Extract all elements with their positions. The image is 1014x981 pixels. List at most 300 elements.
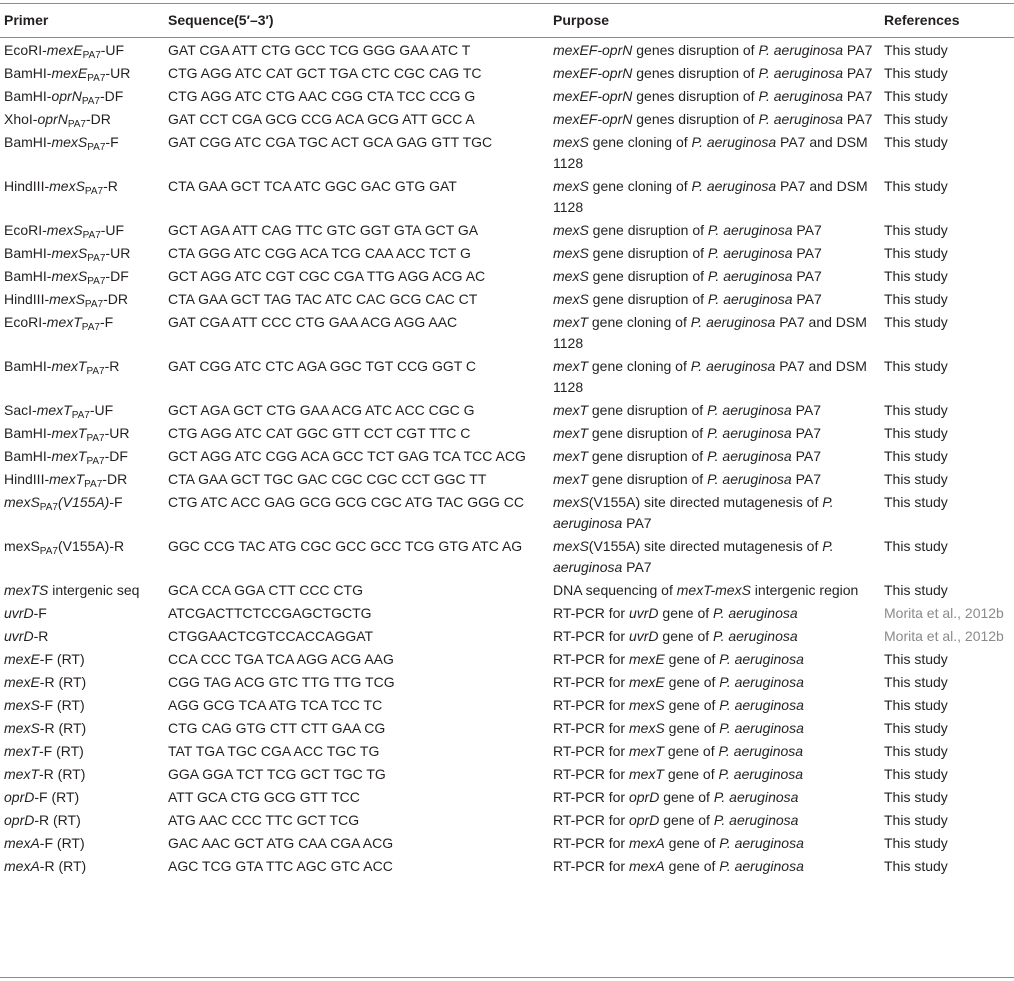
header-primer: Primer	[4, 12, 49, 28]
text-segment: PA7	[81, 96, 100, 107]
reference-cell: This study	[884, 494, 948, 510]
text-segment: -R (RT)	[39, 720, 87, 736]
text-segment: gene cloning of	[588, 178, 692, 194]
text-segment: mexE	[4, 651, 40, 667]
sequence-cell: ATT GCA CTG GCG GTT TCC	[168, 789, 360, 805]
text-segment: BamHI-	[4, 65, 52, 81]
purpose-cell	[549, 740, 880, 763]
text-segment: RT-PCR for	[553, 766, 629, 782]
header-references: References	[884, 12, 960, 28]
text-segment: BamHI-	[4, 425, 52, 441]
text-segment: DNA sequencing of	[553, 582, 677, 598]
text-segment: gene of	[664, 858, 720, 874]
table-row	[0, 399, 1014, 422]
text-segment: PA7	[791, 402, 821, 418]
text-segment: oprN	[51, 88, 82, 104]
table-row	[0, 108, 1014, 131]
text-segment: -R (RT)	[39, 674, 87, 690]
text-segment: gene cloning of	[588, 314, 691, 330]
text-segment: genes disruption of	[632, 65, 759, 81]
purpose-cell	[549, 763, 880, 786]
table-row	[0, 445, 1014, 468]
text-segment: gene disruption of	[588, 471, 708, 487]
text-segment: mexS	[51, 245, 88, 261]
text-segment: RT-PCR for	[553, 674, 629, 690]
purpose-cell	[549, 37, 880, 62]
sequence-cell: GGC CCG TAC ATG CGC GCC GCC TCG GTG ATC AG	[168, 538, 523, 554]
text-segment: P. aeruginosa	[758, 65, 844, 81]
text-segment: P. aeruginosa	[718, 766, 804, 782]
text-segment: PA7	[84, 299, 104, 310]
text-segment: PA7 and DSM 1128	[553, 314, 867, 351]
header-purpose: Purpose	[553, 12, 610, 28]
sequence-cell: CTG AGG ATC CAT GGC GTT CCT CGT TTC C	[168, 425, 471, 441]
text-segment: P. aeruginosa	[707, 222, 793, 238]
text-segment: -R	[104, 358, 120, 374]
primer-cell	[0, 37, 164, 62]
text-segment: mexE	[4, 674, 40, 690]
primer-cell	[0, 242, 164, 265]
text-segment: mexT	[628, 743, 664, 759]
purpose-cell	[549, 175, 880, 219]
text-segment: PA7	[622, 515, 652, 531]
text-segment: RT-PCR for	[553, 720, 629, 736]
purpose-cell	[549, 648, 880, 671]
reference-cell: This study	[884, 858, 948, 874]
text-segment: mexT	[51, 448, 87, 464]
reference-cell: This study	[884, 789, 948, 805]
sequence-cell: CTGGAACTCGTCCACCAGGAT	[168, 628, 374, 644]
text-segment: PA7	[87, 73, 106, 84]
text-segment: PA7	[622, 559, 652, 575]
reference-cell: This study	[884, 651, 948, 667]
text-segment: mexS	[553, 178, 589, 194]
text-segment: mexT	[553, 448, 588, 464]
text-segment: P. aeruginosa	[719, 674, 804, 690]
primer-cell	[0, 445, 164, 468]
text-segment: mexT	[553, 402, 588, 418]
text-segment: mexS	[49, 291, 85, 307]
primer-cell	[0, 763, 164, 786]
text-segment: PA7	[86, 366, 105, 377]
text-segment: PA7	[843, 88, 873, 104]
sequence-cell: CTA GAA GCT TGC GAC CGC CGC CCT GGC TT	[168, 471, 487, 487]
text-segment: -DR	[103, 291, 128, 307]
table-row	[0, 242, 1014, 265]
text-segment: gene of	[664, 835, 720, 851]
text-segment: mexT	[46, 314, 82, 330]
text-segment: P. aeruginosa	[718, 743, 804, 759]
table-row	[0, 311, 1014, 355]
text-segment: P. aeruginosa	[719, 720, 804, 736]
primer-cell	[0, 219, 164, 242]
text-segment: -F	[109, 494, 123, 510]
text-segment: mexT-mexS	[676, 582, 751, 598]
reference-cell: This study	[884, 314, 948, 330]
text-segment: gene of	[658, 628, 714, 644]
sequence-cell: AGC TCG GTA TTC AGC GTC ACC	[168, 858, 393, 874]
text-segment: mexE	[628, 651, 665, 667]
text-segment: PA7	[71, 410, 90, 421]
bottom-rule	[0, 977, 1014, 978]
purpose-cell	[549, 399, 880, 422]
purpose-cell	[549, 108, 880, 131]
primer-cell	[0, 579, 164, 602]
text-segment: PA7	[81, 322, 100, 333]
text-segment: -UR	[105, 65, 131, 81]
text-segment: PA7	[792, 268, 822, 284]
text-segment: mexTS	[4, 582, 49, 598]
purpose-cell	[549, 717, 880, 740]
reference-cell: This study	[884, 448, 948, 464]
primer-cell	[0, 855, 164, 878]
primer-cell	[0, 422, 164, 445]
text-segment: mexS	[51, 134, 88, 150]
sequence-cell: GGA GGA TCT TCG GCT TGC TG	[168, 766, 386, 782]
sequence-cell: CTG AGG ATC CTG AAC CGG CTA TCC CCG G	[168, 88, 476, 104]
table-body	[0, 37, 1014, 878]
text-segment: mexE	[51, 65, 88, 81]
primer-cell	[0, 311, 164, 355]
text-segment: BamHI-	[4, 448, 52, 464]
sequence-cell: GAT CCT CGA GCG CCG ACA GCG ATT GCC A	[168, 111, 475, 127]
text-segment: PA7	[792, 222, 822, 238]
text-segment: mexS	[553, 134, 589, 150]
text-segment: HindIII-	[4, 178, 50, 194]
text-segment: uvrD	[628, 605, 659, 621]
text-segment: P. aeruginosa	[713, 812, 799, 828]
text-segment: oprN	[37, 111, 68, 127]
text-segment: genes disruption of	[632, 42, 759, 58]
text-segment: PA7	[39, 502, 58, 513]
header-row	[0, 4, 1014, 37]
text-segment: P. aeruginosa	[719, 858, 804, 874]
text-segment: gene of	[659, 789, 714, 805]
table-row	[0, 62, 1014, 85]
reference-cell: This study	[884, 835, 948, 851]
purpose-cell	[549, 855, 880, 878]
text-segment: P. aeruginosa	[758, 88, 844, 104]
text-segment: (V155A) site directed mutagenesis of	[588, 494, 823, 510]
text-segment: -F (RT)	[39, 697, 85, 713]
text-segment: gene cloning of	[588, 134, 692, 150]
text-segment: mexA	[628, 835, 665, 851]
purpose-cell	[549, 422, 880, 445]
primer-cell	[0, 399, 164, 422]
purpose-cell	[549, 62, 880, 85]
primer-cell	[0, 602, 164, 625]
text-segment: gene disruption of	[588, 291, 708, 307]
purpose-cell	[549, 242, 880, 265]
text-segment: SacI-	[4, 402, 37, 418]
text-segment: mexT	[4, 743, 39, 759]
sequence-cell: CTG CAG GTG CTT CTT GAA CG	[168, 720, 386, 736]
purpose-cell	[549, 786, 880, 809]
sequence-cell: GAT CGG ATC CTC AGA GGC TGT CCG GGT C	[168, 358, 477, 374]
sequence-cell: CGG TAG ACG GTC TTG TTG TCG	[168, 674, 395, 690]
text-segment: -F (RT)	[39, 743, 84, 759]
table-row	[0, 786, 1014, 809]
text-segment: EcoRI-	[4, 314, 47, 330]
text-segment: RT-PCR for	[553, 697, 629, 713]
text-segment: BamHI-	[4, 134, 52, 150]
table-header	[0, 4, 1014, 37]
text-segment: P. aeruginosa	[713, 605, 798, 621]
text-segment: -F	[99, 314, 114, 330]
primer-cell	[0, 62, 164, 85]
text-segment: mexS	[4, 494, 40, 510]
text-segment: mexEF-oprN	[553, 65, 633, 81]
purpose-cell	[549, 625, 880, 648]
table-row	[0, 131, 1014, 175]
primer-cell	[0, 625, 164, 648]
primer-cell	[0, 131, 164, 175]
text-segment: mexT	[4, 766, 39, 782]
reference-link[interactable]: Morita et al., 2012b	[884, 605, 1004, 621]
reference-cell: This study	[884, 291, 948, 307]
reference-cell: This study	[884, 743, 948, 759]
text-segment: mexT	[36, 402, 72, 418]
text-segment: mexT	[51, 358, 87, 374]
text-segment: -R (RT)	[39, 858, 87, 874]
reference-cell: This study	[884, 812, 948, 828]
text-segment: mexE	[46, 42, 83, 58]
reference-cell: This study	[884, 358, 948, 374]
text-segment: gene disruption of	[588, 245, 708, 261]
sequence-cell: CTA GGG ATC CGG ACA TCG CAA ACC TCT G	[168, 245, 471, 261]
reference-cell: This study	[884, 268, 948, 284]
reference-cell: This study	[884, 674, 948, 690]
text-segment: PA7	[82, 230, 101, 241]
text-segment: (V155A) site directed mutagenesis of	[588, 538, 823, 554]
sequence-cell: GCT AGA ATT CAG TTC GTC GGT GTA GCT GA	[168, 222, 479, 238]
text-segment: mexT	[49, 471, 85, 487]
primer-cell	[0, 491, 164, 535]
text-segment: P. aeruginosa	[690, 358, 776, 374]
sequence-cell: CCA CCC TGA TCA AGG ACG AAG	[168, 651, 394, 667]
text-segment: mexE	[628, 674, 665, 690]
text-segment: RT-PCR for	[553, 743, 629, 759]
text-segment: P. aeruginosa	[719, 835, 804, 851]
table-row	[0, 219, 1014, 242]
text-segment: RT-PCR for	[553, 835, 629, 851]
text-segment: PA7	[39, 546, 58, 557]
text-segment: gene disruption of	[588, 222, 708, 238]
text-segment: -F (RT)	[39, 835, 85, 851]
text-segment: uvrD	[628, 628, 659, 644]
table-row	[0, 175, 1014, 219]
text-segment: PA7	[67, 119, 86, 130]
text-segment: -R (RT)	[34, 812, 81, 828]
primer-cell	[0, 671, 164, 694]
table-row	[0, 809, 1014, 832]
text-segment: -R	[33, 628, 49, 644]
text-segment: PA7 and DSM 1128	[553, 358, 867, 395]
table-row	[0, 265, 1014, 288]
purpose-cell	[549, 832, 880, 855]
text-segment: PA7	[82, 50, 101, 61]
sequence-cell: CTA GAA GCT TAG TAC ATC CAC GCG CAC CT	[168, 291, 478, 307]
sequence-cell: ATG AAC CCC TTC GCT TCG	[168, 812, 360, 828]
text-segment: -UF	[100, 42, 125, 58]
text-segment: XhoI-	[4, 111, 38, 127]
reference-cell: This study	[884, 65, 948, 81]
text-segment: mexT	[553, 425, 588, 441]
text-segment: PA7	[792, 245, 822, 261]
text-segment: P. aeruginosa	[707, 471, 792, 487]
text-segment: gene of	[658, 605, 714, 621]
text-segment: PA7	[87, 253, 106, 264]
text-segment: PA7	[87, 142, 106, 153]
primer-cell	[0, 108, 164, 131]
text-segment: RT-PCR for	[553, 789, 629, 805]
text-segment: mexS	[4, 538, 40, 554]
text-segment: P. aeruginosa	[691, 134, 777, 150]
reference-cell: This study	[884, 697, 948, 713]
text-segment: P. aeruginosa	[758, 111, 844, 127]
purpose-cell	[549, 602, 880, 625]
text-segment: PA7	[843, 42, 873, 58]
sequence-cell: GCT AGA GCT CTG GAA ACG ATC ACC CGC G	[168, 402, 475, 418]
text-segment: mexS	[51, 268, 88, 284]
text-segment: mexS	[628, 697, 665, 713]
text-segment: mexT	[553, 471, 588, 487]
sequence-cell: GAT CGA ATT CTG GCC TCG GGG GAA ATC T	[168, 42, 471, 58]
table-row	[0, 355, 1014, 399]
sequence-cell: GCT AGG ATC CGT CGC CGA TTG AGG ACG AC	[168, 268, 486, 284]
text-segment: -R	[103, 178, 118, 194]
table-row	[0, 763, 1014, 786]
text-segment: genes disruption of	[632, 88, 759, 104]
primer-table	[0, 4, 1014, 878]
table-row	[0, 491, 1014, 535]
text-segment: mexS	[553, 494, 589, 510]
table-row	[0, 625, 1014, 648]
purpose-cell	[549, 491, 880, 535]
sequence-cell: GAT CGA ATT CCC CTG GAA ACG AGG AAC	[168, 314, 458, 330]
text-segment: RT-PCR for	[553, 605, 629, 621]
reference-cell: This study	[884, 222, 948, 238]
text-segment: mexS	[49, 178, 85, 194]
primer-cell	[0, 85, 164, 108]
sequence-cell: GAT CGG ATC CGA TGC ACT GCA GAG GTT TGC	[168, 134, 493, 150]
table-row	[0, 855, 1014, 878]
text-segment: mexS	[553, 268, 589, 284]
sequence-cell: CTG AGG ATC CAT GCT TGA CTC CGC CAG TC	[168, 65, 482, 81]
primer-cell	[0, 175, 164, 219]
table-row	[0, 832, 1014, 855]
text-segment: gene disruption of	[588, 402, 708, 418]
text-segment: mexS	[553, 291, 589, 307]
table-row	[0, 468, 1014, 491]
text-segment: P. aeruginosa	[707, 245, 793, 261]
text-segment: -DF	[105, 268, 129, 284]
text-segment: RT-PCR for	[553, 628, 629, 644]
table-row	[0, 422, 1014, 445]
text-segment: mexEF-oprN	[553, 111, 633, 127]
purpose-cell	[549, 579, 880, 602]
reference-cell: This study	[884, 88, 948, 104]
purpose-cell	[549, 468, 880, 491]
primer-cell	[0, 809, 164, 832]
purpose-cell	[549, 694, 880, 717]
text-segment: BamHI-	[4, 358, 52, 374]
text-segment: gene disruption of	[588, 268, 708, 284]
text-segment: PA7	[86, 433, 105, 444]
text-segment: gene cloning of	[588, 358, 691, 374]
text-segment: P. aeruginosa	[707, 291, 793, 307]
table-row	[0, 288, 1014, 311]
table-row	[0, 671, 1014, 694]
text-segment: P. aeruginosa	[713, 628, 798, 644]
primer-cell	[0, 694, 164, 717]
text-segment: BamHI-	[4, 245, 52, 261]
text-segment: -F (RT)	[39, 651, 85, 667]
reference-cell: This study	[884, 471, 948, 487]
text-segment: mexS	[553, 222, 589, 238]
text-segment: intergenic region	[750, 582, 859, 598]
text-segment: -F	[105, 134, 119, 150]
text-segment: P. aeruginosa	[719, 651, 804, 667]
text-segment: gene of	[664, 651, 720, 667]
reference-cell: This study	[884, 402, 948, 418]
text-segment: -UR	[104, 425, 130, 441]
sequence-cell: GCT AGG ATC CGG ACA GCC TCT GAG TCA TCC ACG	[168, 448, 526, 464]
text-segment: mexT	[628, 766, 664, 782]
primer-cell	[0, 648, 164, 671]
table-row	[0, 535, 1014, 579]
text-segment: mexS	[46, 222, 83, 238]
table-row	[0, 37, 1014, 62]
reference-cell: This study	[884, 42, 948, 58]
text-segment: mexEF-oprN	[553, 42, 633, 58]
text-segment: PA7	[792, 291, 822, 307]
text-segment: gene disruption of	[588, 448, 708, 464]
header-sequence: Sequence(5′–3′)	[168, 12, 274, 28]
text-segment: PA7	[791, 425, 821, 441]
text-segment: oprD	[4, 789, 35, 805]
text-segment: oprD	[4, 812, 35, 828]
text-segment: mexEF-oprN	[553, 88, 633, 104]
reference-link[interactable]: Morita et al., 2012b	[884, 628, 1004, 644]
reference-cell: This study	[884, 178, 948, 194]
table-row	[0, 740, 1014, 763]
text-segment: mexS	[628, 720, 665, 736]
purpose-cell	[549, 671, 880, 694]
text-segment: EcoRI-	[4, 42, 47, 58]
text-segment: mexS	[553, 245, 589, 261]
text-segment: P. aeruginosa	[758, 42, 844, 58]
purpose-cell	[549, 131, 880, 175]
sequence-cell: AGG GCG TCA ATG TCA TCC TC	[168, 697, 383, 713]
table-row	[0, 694, 1014, 717]
text-segment: uvrD	[4, 605, 34, 621]
sequence-cell: CTA GAA GCT TCA ATC GGC GAC GTG GAT	[168, 178, 457, 194]
sequence-cell: CTG ATC ACC GAG GCG GCG CGC ATG TAC GGG CC	[168, 494, 524, 510]
purpose-cell	[549, 288, 880, 311]
text-segment: gene of	[663, 766, 719, 782]
purpose-cell	[549, 809, 880, 832]
text-segment: P. aeruginosa	[691, 178, 777, 194]
table-row	[0, 602, 1014, 625]
text-segment: BamHI-	[4, 268, 52, 284]
purpose-cell	[549, 535, 880, 579]
reference-cell: This study	[884, 245, 948, 261]
text-segment: PA7 and DSM 1128	[553, 134, 868, 171]
text-segment: P. aeruginosa	[707, 448, 792, 464]
text-segment: HindIII-	[4, 471, 50, 487]
reference-cell: This study	[884, 720, 948, 736]
